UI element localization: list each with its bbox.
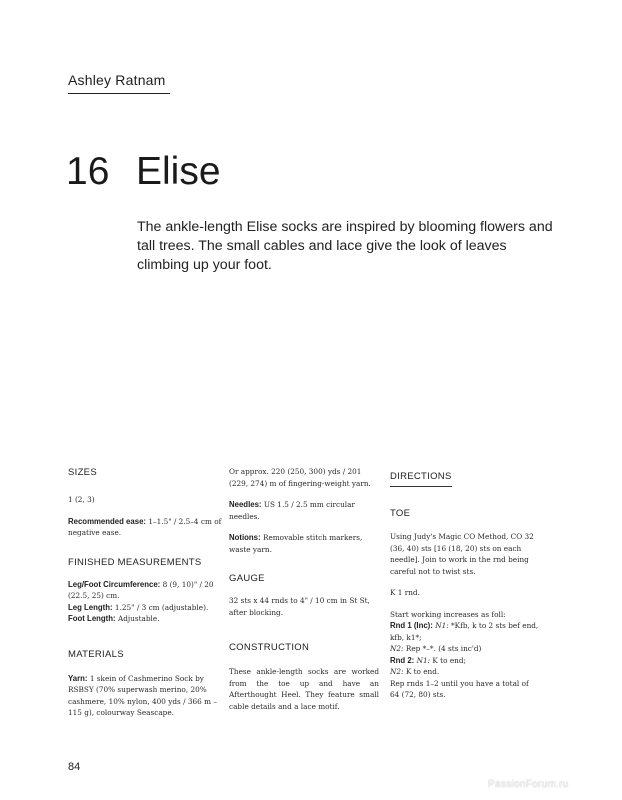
pattern-number: 16 bbox=[66, 150, 110, 193]
directions-heading: DIRECTIONS bbox=[390, 470, 452, 487]
leg-length-text: 1.25" / 3 cm (adjustable). bbox=[112, 602, 209, 612]
round-1 bbox=[390, 620, 540, 643]
round-2-text: K to end; bbox=[430, 655, 466, 665]
circumference-label: Leg/Foot Circumference: bbox=[68, 579, 161, 589]
designer-name: Ashley Ratnam bbox=[68, 72, 170, 94]
yarn-text: 1 skein of Cashmerino Sock by RSBSY (70% superwash merino, 20% cashmere, 10% nylon, 400 yds / 366 m – 115 g), colourway Seascape. bbox=[68, 673, 218, 717]
cast-on-text: Using Judy's Magic CO Method, CO 32 (36, 40) sts [16 (18, 20) sts on each needle]. Join to work in the rnd being careful not to twist sts. bbox=[390, 532, 534, 576]
recommended-ease bbox=[68, 516, 228, 539]
yarn-alternative: Or approx. 220 (250, 300) yds / 201 (229, 274) m of fingering-weight yarn. bbox=[229, 467, 371, 488]
foot-length-label: Foot Length: bbox=[68, 614, 116, 623]
pattern-name: Elise bbox=[136, 150, 221, 193]
notions-label: Notions: bbox=[229, 533, 261, 542]
column-middle bbox=[229, 466, 379, 712]
round-1-n1: N1: bbox=[435, 621, 449, 630]
sizes-heading: SIZES bbox=[68, 467, 97, 478]
start-increases: Start working increases as foll: bbox=[390, 609, 506, 619]
circumference bbox=[68, 579, 228, 602]
round-2-n1: N1: bbox=[416, 655, 431, 665]
notions bbox=[229, 532, 379, 555]
round-1-text: *Kfb, k to 2 sts bef end, kfb, k1*; bbox=[390, 621, 539, 642]
needles-text: US 1.5 / 2.5 mm circular needles. bbox=[229, 500, 355, 521]
round-2-needle-2 bbox=[390, 666, 540, 678]
knit-one-round: K 1 rnd. bbox=[390, 588, 420, 597]
column-left bbox=[68, 466, 228, 719]
gauge-text: 32 sts x 44 rnds to 4" / 10 cm in St St, after blocking. bbox=[229, 596, 370, 617]
toe-heading: TOE bbox=[390, 508, 411, 519]
leg-length-label: Leg Length: bbox=[68, 602, 113, 612]
watermark: PassionForum.ru bbox=[488, 779, 569, 790]
yarn-label: Yarn: bbox=[68, 673, 88, 683]
yarn bbox=[68, 673, 228, 719]
round-1-n2: N2: bbox=[390, 644, 404, 653]
round-2-n2-text: K to end. bbox=[403, 667, 440, 676]
construction-text: These ankle-length socks are worked from the toe up and have an Afterthought Heel. They feature small cable details and a lace motif. bbox=[229, 667, 379, 711]
sizes-value: 1 (2, 3) bbox=[68, 495, 95, 504]
foot-length bbox=[68, 613, 228, 625]
ease-label: Recommended ease: bbox=[68, 516, 146, 526]
needles-label: Needles: bbox=[229, 500, 262, 509]
foot-length-text: Adjustable. bbox=[115, 614, 160, 623]
notions-text: Removable stitch markers, waste yarn. bbox=[229, 533, 363, 554]
materials-heading: MATERIALS bbox=[68, 648, 124, 660]
needles bbox=[229, 499, 379, 522]
repeat-rounds: Rep rnds 1–2 until you have a total of 64 (72, 80) sts. bbox=[390, 678, 529, 699]
leg-length bbox=[68, 602, 228, 614]
round-1-label: Rnd 1 (Inc): bbox=[390, 621, 433, 630]
round-2-label: Rnd 2: bbox=[390, 655, 415, 665]
construction-heading: CONSTRUCTION bbox=[229, 642, 310, 653]
column-right bbox=[390, 466, 540, 701]
intro-paragraph: The ankle-length Elise socks are inspired by blooming flowers and tall trees. The small cables and lace give the look of leaves climbing up your foot. bbox=[137, 219, 553, 273]
finished-heading: FINISHED MEASUREMENTS bbox=[68, 556, 202, 568]
page-number: 84 bbox=[68, 761, 81, 773]
round-2-n2: N2: bbox=[390, 667, 404, 676]
round-1-needle-2 bbox=[390, 643, 540, 655]
gauge-heading: GAUGE bbox=[229, 573, 265, 584]
pattern-title bbox=[66, 152, 221, 191]
ease-text: 1–1.5" / 2.5–4 cm of negative ease. bbox=[68, 516, 222, 537]
round-2 bbox=[390, 655, 540, 667]
circumference-text: 8 (9, 10)" / 20 (22.5, 25) cm. bbox=[68, 579, 214, 600]
round-1-n2-text: Rep *–*. (4 sts inc'd) bbox=[403, 644, 482, 653]
